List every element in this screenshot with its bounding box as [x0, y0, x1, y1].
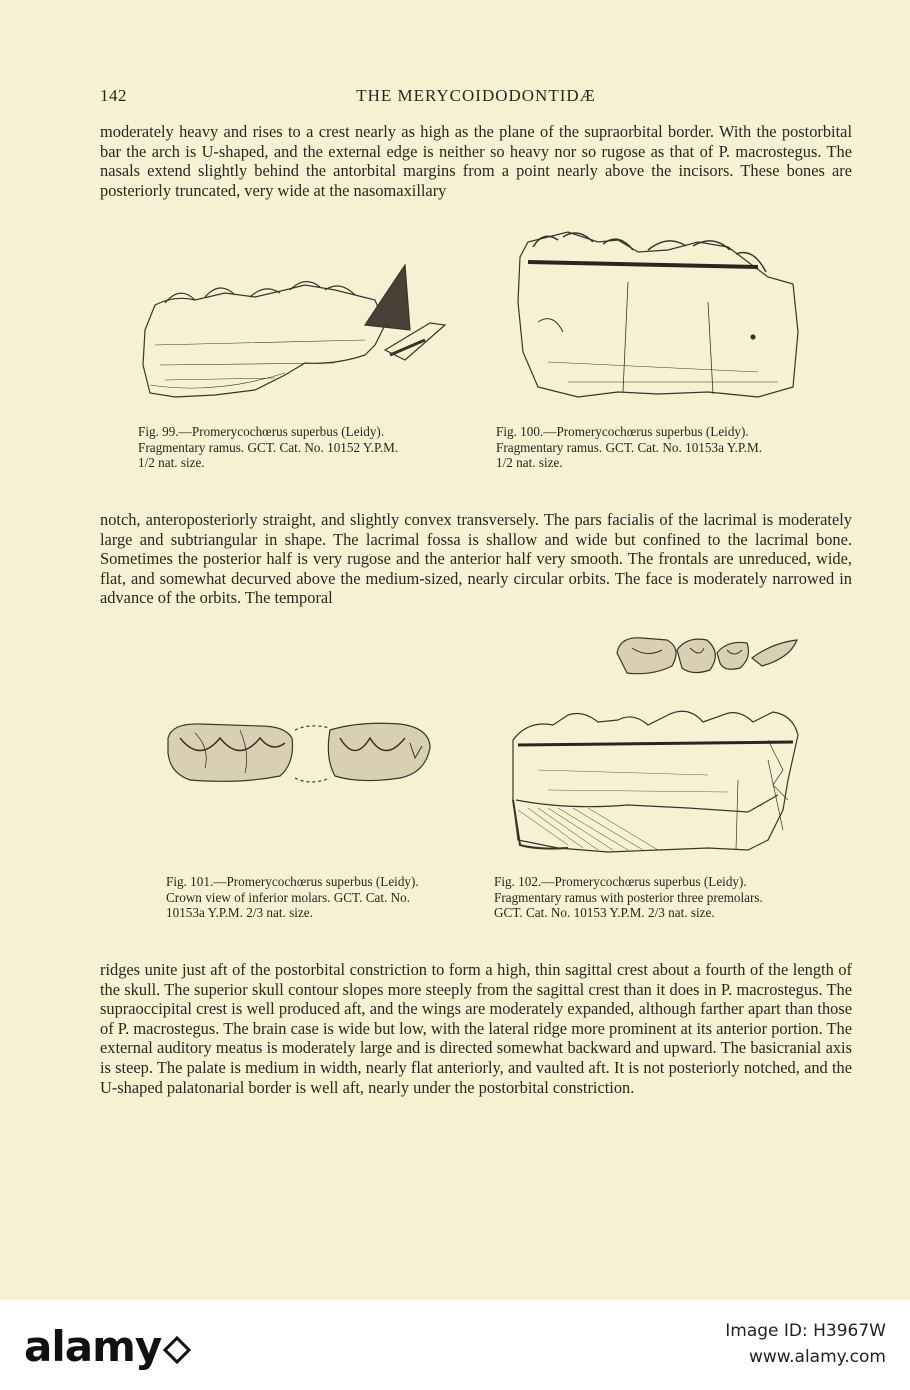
brand-name: alamy [24, 1322, 162, 1371]
figure-100-caption [496, 424, 762, 471]
figure-101-drawing [160, 718, 435, 790]
figure-99-caption [138, 424, 398, 471]
stock-footer [0, 1300, 910, 1390]
figure-102-crown-drawing [612, 628, 802, 680]
image-id: Image ID: H3967W [725, 1321, 886, 1341]
paragraph-1: moderately heavy and rises to a crest nearly as high as the plane of the supraorbital border. With the postorbital bar the arch is U-shaped, and the external edge is neither so heavy nor so rugose as that of P. macrostegus. The nasals extend slightly behind the antorbital margins from a point nearly above the incisors. These bones are posteriorly truncated, very wide at the nasomaxillary [100, 122, 852, 200]
figure-101-caption [166, 874, 419, 921]
caption-line: Fig. 102.—Promerycochœrus superbus (Leidy). [494, 874, 747, 889]
paragraph-3: ridges unite just aft of the postorbital constriction to form a high, thin sagittal crest about a fourth of the length of the skull. The superior skull contour slopes more steeply from the sagittal crest than it does in P. macrostegus. The supraoccipital crest is well produced aft, and the wings are moderately expanded, although farther apart than those of P. macrostegus. The brain case is wide but low, with the lateral ridge more prominent at its anterior portion. The external auditory meatus is moderately large and is directed somewhat backward and upward. The basicranial axis is steep. The palate is medium in width, nearly flat anteriorly, and vaulted aft. It is not posteriorly notched, and the U-shaped palatonarial border is well aft, nearly under the postorbital constriction. [100, 960, 852, 1097]
caption-line: Fragmentary ramus. GCT. Cat. No. 10153a Y.P.M. [496, 439, 763, 455]
caption-line: Fig. 101.—Promerycochœrus superbus (Leidy). [166, 874, 419, 889]
diamond-icon [163, 1335, 191, 1363]
caption-line: GCT. Cat. No. 10153 Y.P.M. 2/3 nat. size. [494, 905, 715, 921]
figure-99-drawing [135, 245, 465, 405]
figure-100-drawing [508, 222, 803, 407]
image-info [725, 1318, 886, 1370]
page-number: 142 [100, 86, 127, 105]
figure-102-ramus-drawing [508, 700, 808, 860]
brand-logo[interactable] [24, 1322, 187, 1371]
running-title: THE MERYCOIDODONTIDÆ [356, 86, 596, 105]
caption-line: Fragmentary ramus with posterior three premolars. [494, 889, 763, 905]
caption-line: Fig. 100.—Promerycochœrus superbus (Leidy). [496, 424, 749, 439]
paragraph-2: notch, anteroposteriorly straight, and slightly convex transversely. The pars facialis of the lacrimal is moderately large and subtriangular in shape. The lacrimal fossa is shallow and wide but confined to the lacrimal bone. Sometimes the posterior half is very rugose and the anterior half very smooth. The frontals are unreduced, wide, flat, and somewhat decurved above the medium-sized, nearly circular orbits. The face is moderately narrowed in advance of the orbits. The temporal [100, 510, 852, 608]
caption-line: Fragmentary ramus. GCT. Cat. No. 10152 Y.P.M. [138, 439, 399, 455]
caption-line: 1/2 nat. size. [496, 455, 563, 471]
caption-line: 10153a Y.P.M. 2/3 nat. size. [166, 905, 313, 921]
caption-line: Crown view of inferior molars. GCT. Cat. No. [166, 889, 411, 905]
site-link[interactable]: www.alamy.com [748, 1347, 886, 1367]
caption-line: Fig. 99.—Promerycochœrus superbus (Leidy). [138, 424, 385, 439]
page-header [100, 86, 852, 108]
caption-line: 1/2 nat. size. [138, 455, 205, 471]
figure-102-caption [494, 874, 763, 921]
